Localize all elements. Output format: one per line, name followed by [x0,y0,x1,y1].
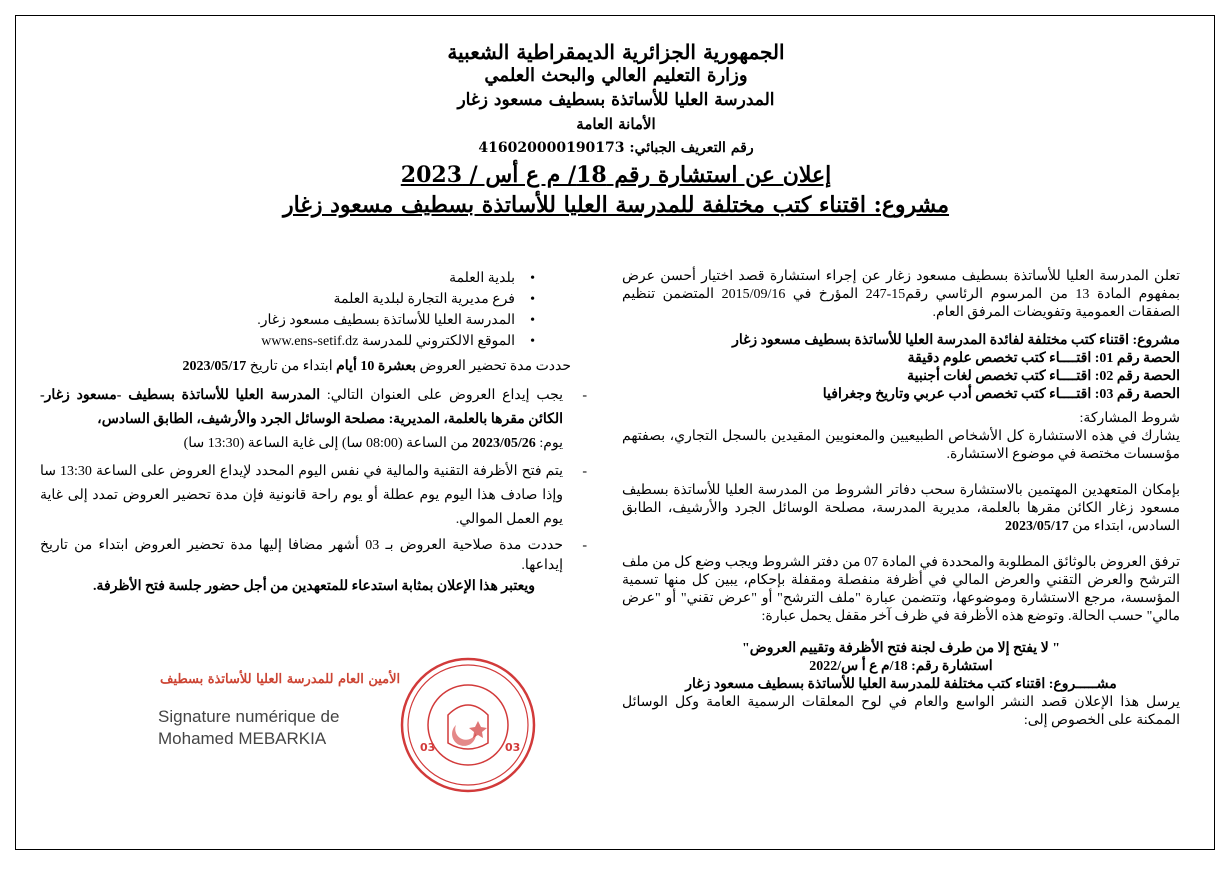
project-subject: مشروع: اقتناء كتب مختلفة للمدرسة العليا للأساتذة بسطيف مسعود زغار [282,192,950,218]
deposit-paragraph [40,384,595,432]
deposit-text: يجب إيداع العروض على العنوان التالي: [326,388,564,403]
withdraw-date: 2023/05/17 [1004,519,1069,534]
deposit-schedule [40,432,595,456]
republic-title: الجمهورية الجزائرية الديمقراطية الشعبية [447,40,785,64]
deposit-day-label: يوم: [539,436,563,451]
right-column [622,268,1180,730]
digital-signature [158,706,339,750]
signature-line-1: Signature numérique de [158,707,340,726]
project-line: مشروع: اقتناء كتب مختلفة لفائدة المدرسة العليا للأساتذة بسطيف مسعود زغار [732,333,1180,348]
duration-paragraph [40,358,595,376]
secretariat-title: الأمانة العامة [576,115,656,133]
conditions-title: شروط المشاركة: [1079,411,1180,426]
deposit-date: 2023/05/26 [472,436,536,451]
official-seal-icon [398,655,538,795]
lot-1: الحصة رقم 01: اقتــــاء كتب تخصص علوم دقيقة [907,351,1180,366]
distribution-list [40,268,595,352]
withdraw-text: بإمكان المتعهدين المهتمين بالاستشارة سحب دفاتر الشروط من المدرسة العليا للأساتذة بسطيف مسعود زغار الكائن مقرها بالعلمة، مديرية المدرسة، مصلحة الوسائل الجرد والأرشيف، الطابق السادس، ابتداء من [622,483,1180,534]
conditions-text: يشارك في هذه الاستشارة كل الأشخاص الطبيعيين والمعنويين المقيدين بالسجل التجاري، بصفتهم مؤسسات مختصة في موضوع الاستشارة. [622,429,1180,462]
lot-2: الحصة رقم 02: اقتــــاء كتب تخصص لغات أجنبية [907,369,1180,384]
school-title: المدرسة العليا للأساتذة بسطيف مسعود زغار [457,90,775,110]
tax-id: رقم التعريف الجبائي: 416020000190173 [478,140,754,156]
seal-number: 03 [420,741,436,754]
secretary-general-stamp-text: الأمين العام للمدرسة العليا للأساتذة بسطيف [160,672,401,687]
ministry-title: وزارة التعليم العالي والبحث العلمي [484,65,748,86]
lot-3: الحصة رقم 03: اقتــــاء كتب تخصص أدب عربي وتاريخ وجغرافيا [822,387,1180,402]
list-item: • بلدية العلمة [40,268,515,289]
document-header [0,40,1232,220]
left-column [40,268,595,596]
duration-date: 2023/05/17 [182,359,247,374]
signature-name: Mohamed MEBARKIA [158,729,327,748]
consultation-number: استشارة رقم: 18/م ع أ س/2022 [809,659,993,674]
project-line-2: مشـــــروع: اقتناء كتب مختلفة للمدرسة العليا للأساتذة بسطيف مسعود زغار [685,677,1117,692]
duration-days: بعشرة 10 أيام [336,359,417,374]
duration-text: حددت مدة تحضير العروض [419,359,571,374]
offers-paragraph: ترفق العروض بالوثائق المطلوبة والمحددة في المادة 07 من دفتر الشروط ويجب وضع كل من ملف الترشح والعرض التقني والعرض المالي في أظرفة منفصلة ومقفلة بإحكام، يبين كل منها تسمية المؤسسة، مرجع الاستشارة وموضوعها، وتتضمن عبارة "ملف الترشح" أو "عرض تقني" أو "عرض مالي" حسب الحالة. وتوضع هذه الأظرفة في ظرف آخر مقفل يحمل عبارة: [622,555,1181,624]
deposit-address: المدرسة العليا للأساتذة بسطيف -مسعود زغار- الكائن مقرها بالعلمة، المديرية: مصلحة الوسائل الجرد والأرشيف، الطابق السادس، [40,388,563,427]
announcement-title: إعلان عن استشارة رقم 18/ م ع أس / 2023 [400,162,832,188]
seal-number: 03 [505,741,521,754]
opening-paragraph: - يتم فتح الأظرفة التقنية والمالية في نفس اليوم المحدد لإيداع العروض على الساعة 13:30 سا وإذا صادف هذا اليوم يوم عطلة أو يوم راحة قانونية فإن مدة تحضير العروض تمدد إلى غاية يوم العمل الموالي. [40,460,595,532]
publish-paragraph: يرسل هذا الإعلان قصد النشر الواسع والعام في لوح المعلقات الرسمية العامة وكل الوسائل الممكنة على الخصوص إلى: [622,695,1180,728]
invitation-paragraph: ويعتبر هذا الإعلان بمثابة استدعاء للمتعهدين من أجل حضور جلسة فتح الأظرفة. [93,579,535,594]
list-item: • الموقع الالكتروني للمدرسة www.ens-setif.dz [40,331,515,352]
duration-from: ابتداء من تاريخ [249,359,333,374]
deposit-time: من الساعة (08:00 سا) إلى غاية الساعة (13:30 سا) [183,436,469,451]
withdraw-paragraph [622,482,1180,536]
intro-paragraph: تعلن المدرسة العليا للأساتذة بسطيف مسعود زغار عن إجراء استشارة قصد اختيار أحسن عرض بمفهوم المادة 13 من المرسوم الرئاسي رقم15-247 المؤرخ في 2015/09/16 المتضمن تنظيم الصفقات العمومية وتفويضات المرفق العام. [622,269,1181,320]
list-item: • المدرسة العليا للأساتذة بسطيف مسعود زغار. [40,310,515,331]
list-item: • فرع مديرية التجارة لبلدية العلمة [40,289,515,310]
validity-paragraph: - حددت مدة صلاحية العروض بـ 03 أشهر مضافا إليها مدة تحضير العروض ابتداء من تاريخ إيداعها. [40,536,595,576]
envelope-quote: " لا يفتح إلا من طرف لجنة فتح الأظرفة وتقييم العروض" [742,641,1060,656]
